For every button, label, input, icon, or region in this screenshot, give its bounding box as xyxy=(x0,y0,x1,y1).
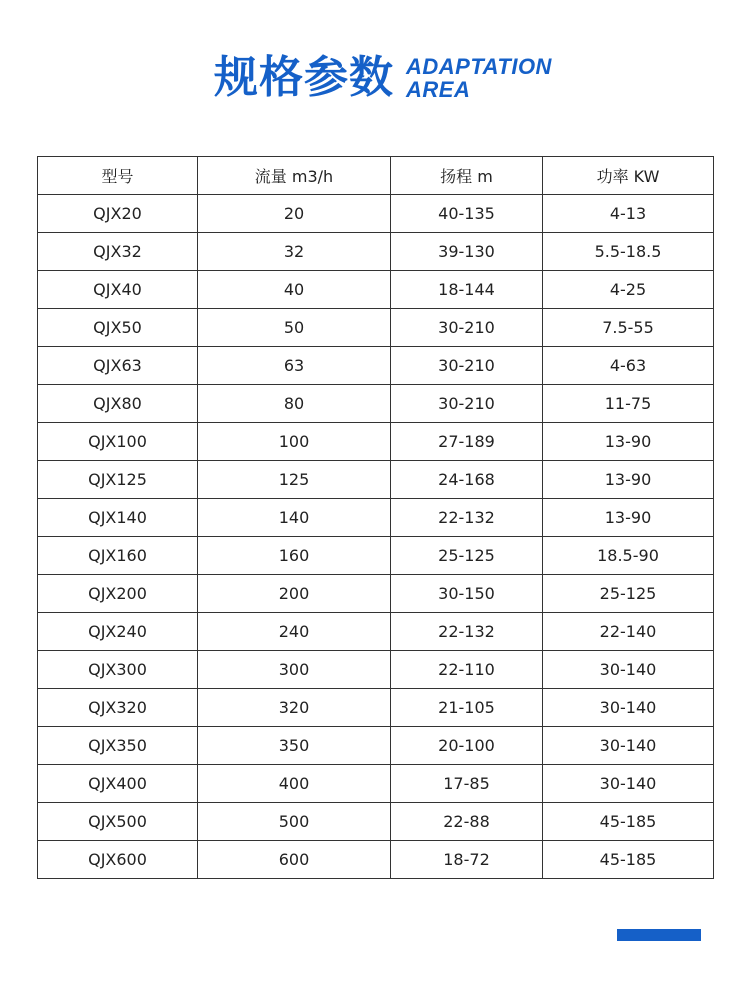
cell-flow: 350 xyxy=(198,727,391,765)
cell-model: QJX240 xyxy=(38,613,198,651)
cell-model: QJX20 xyxy=(38,195,198,233)
cell-power: 45-185 xyxy=(543,803,714,841)
spec-table xyxy=(37,156,714,879)
cell-flow: 240 xyxy=(198,613,391,651)
cell-power: 30-140 xyxy=(543,689,714,727)
table-row xyxy=(38,309,714,347)
cell-head: 30-210 xyxy=(391,347,543,385)
cell-head: 30-150 xyxy=(391,575,543,613)
cell-model: QJX300 xyxy=(38,651,198,689)
cell-head: 22-132 xyxy=(391,499,543,537)
cell-model: QJX50 xyxy=(38,309,198,347)
cell-flow: 32 xyxy=(198,233,391,271)
accent-bar xyxy=(617,929,701,941)
table-row xyxy=(38,385,714,423)
table-row xyxy=(38,233,714,271)
page-title xyxy=(214,48,552,108)
table-row xyxy=(38,423,714,461)
table-body xyxy=(38,195,714,879)
cell-head: 21-105 xyxy=(391,689,543,727)
cell-head: 18-144 xyxy=(391,271,543,309)
cell-model: QJX80 xyxy=(38,385,198,423)
cell-model: QJX63 xyxy=(38,347,198,385)
table-row xyxy=(38,195,714,233)
cell-head: 24-168 xyxy=(391,461,543,499)
cell-head: 18-72 xyxy=(391,841,543,879)
cell-power: 22-140 xyxy=(543,613,714,651)
table-row xyxy=(38,347,714,385)
cell-head: 30-210 xyxy=(391,309,543,347)
cell-head: 30-210 xyxy=(391,385,543,423)
cell-power: 13-90 xyxy=(543,423,714,461)
cell-power: 45-185 xyxy=(543,841,714,879)
cell-model: QJX500 xyxy=(38,803,198,841)
cell-flow: 300 xyxy=(198,651,391,689)
cell-power: 30-140 xyxy=(543,765,714,803)
cell-model: QJX140 xyxy=(38,499,198,537)
cell-model: QJX125 xyxy=(38,461,198,499)
cell-head: 40-135 xyxy=(391,195,543,233)
cell-model: QJX320 xyxy=(38,689,198,727)
cell-power: 4-63 xyxy=(543,347,714,385)
cell-flow: 500 xyxy=(198,803,391,841)
cell-model: QJX100 xyxy=(38,423,198,461)
cell-head: 22-132 xyxy=(391,613,543,651)
table-row xyxy=(38,499,714,537)
cell-flow: 50 xyxy=(198,309,391,347)
cell-head: 39-130 xyxy=(391,233,543,271)
table-row xyxy=(38,537,714,575)
cell-power: 4-25 xyxy=(543,271,714,309)
cell-flow: 125 xyxy=(198,461,391,499)
cell-head: 22-110 xyxy=(391,651,543,689)
title-chinese: 规格参数 xyxy=(214,52,394,103)
title-english xyxy=(406,55,552,101)
header-power: 功率 KW xyxy=(543,157,714,195)
cell-flow: 320 xyxy=(198,689,391,727)
cell-model: QJX160 xyxy=(38,537,198,575)
table-row xyxy=(38,765,714,803)
cell-model: QJX600 xyxy=(38,841,198,879)
title-english-line-1: ADAPTATION xyxy=(406,54,552,79)
table-row xyxy=(38,575,714,613)
header-model: 型号 xyxy=(38,157,198,195)
cell-power: 5.5-18.5 xyxy=(543,233,714,271)
table-header-row xyxy=(38,157,714,195)
cell-head: 25-125 xyxy=(391,537,543,575)
cell-power: 7.5-55 xyxy=(543,309,714,347)
cell-power: 18.5-90 xyxy=(543,537,714,575)
cell-power: 30-140 xyxy=(543,651,714,689)
cell-head: 27-189 xyxy=(391,423,543,461)
header-flow: 流量 m3/h xyxy=(198,157,391,195)
cell-power: 25-125 xyxy=(543,575,714,613)
table-row xyxy=(38,727,714,765)
cell-head: 17-85 xyxy=(391,765,543,803)
cell-flow: 140 xyxy=(198,499,391,537)
cell-flow: 63 xyxy=(198,347,391,385)
cell-power: 30-140 xyxy=(543,727,714,765)
table-row xyxy=(38,841,714,879)
header-head: 扬程 m xyxy=(391,157,543,195)
table-row xyxy=(38,689,714,727)
title-english-line-2: AREA xyxy=(406,77,471,102)
table-row xyxy=(38,803,714,841)
cell-power: 13-90 xyxy=(543,461,714,499)
table-row xyxy=(38,651,714,689)
cell-flow: 400 xyxy=(198,765,391,803)
cell-model: QJX350 xyxy=(38,727,198,765)
cell-model: QJX400 xyxy=(38,765,198,803)
table-row xyxy=(38,461,714,499)
cell-power: 4-13 xyxy=(543,195,714,233)
cell-flow: 20 xyxy=(198,195,391,233)
cell-head: 22-88 xyxy=(391,803,543,841)
cell-flow: 40 xyxy=(198,271,391,309)
cell-model: QJX200 xyxy=(38,575,198,613)
cell-power: 13-90 xyxy=(543,499,714,537)
cell-power: 11-75 xyxy=(543,385,714,423)
table-row xyxy=(38,271,714,309)
cell-flow: 80 xyxy=(198,385,391,423)
cell-model: QJX32 xyxy=(38,233,198,271)
cell-model: QJX40 xyxy=(38,271,198,309)
cell-flow: 600 xyxy=(198,841,391,879)
cell-flow: 160 xyxy=(198,537,391,575)
cell-flow: 100 xyxy=(198,423,391,461)
cell-flow: 200 xyxy=(198,575,391,613)
cell-head: 20-100 xyxy=(391,727,543,765)
table-row xyxy=(38,613,714,651)
